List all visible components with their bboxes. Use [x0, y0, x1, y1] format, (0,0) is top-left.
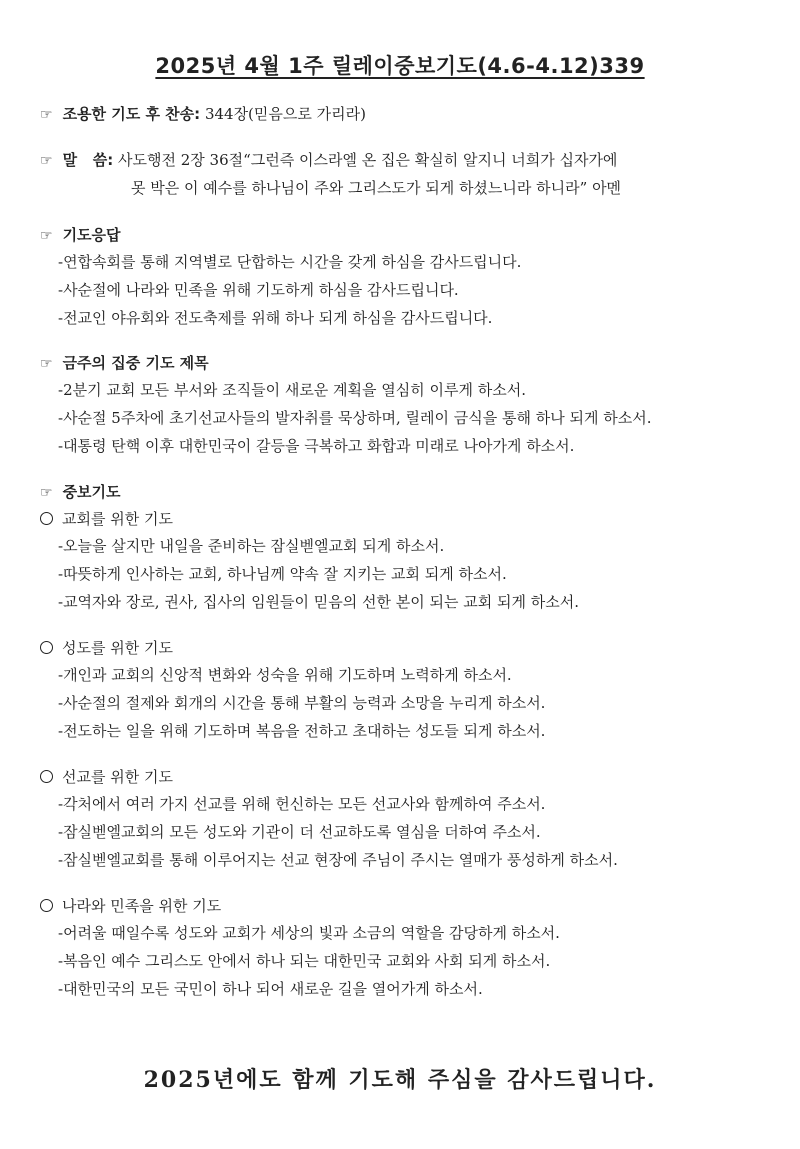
group-item: -어려울 때일수록 성도와 교회가 세상의 빛과 소금의 역할을 감당하게 하소서. — [58, 924, 560, 942]
word-text-2: 못 박은 이 예수를 하나님이 주와 그리스도가 되게 하셨느니라 하니라” 아멘 — [131, 179, 622, 197]
group-title-church: 교회를 위한 기도 — [40, 509, 173, 529]
focus-heading — [40, 353, 209, 374]
group-title-saints: 성도를 위한 기도 — [40, 638, 173, 658]
group-item: -잠실벧엘교회의 모든 성도와 기관이 더 선교하도록 열심을 더하여 주소서. — [58, 823, 541, 841]
circle-icon — [40, 770, 53, 783]
group-item: -대한민국의 모든 국민이 하나 되어 새로운 길을 열어가게 하소서. — [58, 980, 483, 998]
group-item: -복음인 예수 그리스도 안에서 하나 되는 대한민국 교회와 사회 되게 하소서. — [58, 952, 551, 970]
focus-item: -2분기 교회 모든 부서와 조직들이 새로운 계획을 열심히 이루게 하소서. — [58, 381, 527, 399]
group-item: -사순절의 절제와 회개의 시간을 통해 부활의 능력과 소망을 누리게 하소서. — [58, 694, 546, 712]
group-title-nation: 나라와 민족을 위한 기도 — [40, 896, 221, 916]
group-item: -전도하는 일을 위해 기도하며 복음을 전하고 초대하는 성도들 되게 하소서. — [58, 722, 546, 740]
intercession-label: 중보기도 — [62, 483, 121, 501]
intercession-heading — [40, 482, 121, 503]
group-title-mission: 선교를 위한 기도 — [40, 767, 173, 787]
pointing-hand-icon: ☞ — [40, 356, 53, 372]
group-item: -각처에서 여러 가지 선교를 위해 헌신하는 모든 선교사와 함께하여 주소서. — [58, 795, 546, 813]
hymn-text: 344장(믿음으로 가리라) — [204, 105, 366, 123]
pointing-hand-icon: ☞ — [40, 153, 53, 169]
closing-message: 2025년에도 함께 기도해 주심을 감사드립니다. — [143, 1067, 657, 1093]
pointing-hand-icon: ☞ — [40, 485, 53, 501]
group-item: -따뜻하게 인사하는 교회, 하나님께 약속 잘 지키는 교회 되게 하소서. — [58, 565, 507, 583]
answers-label: 기도응답 — [62, 226, 121, 244]
circle-icon — [40, 512, 53, 525]
focus-item: -사순절 5주차에 초기선교사들의 발자취를 묵상하며, 릴레이 금식을 통해 하나 되게 하소서. — [58, 409, 652, 427]
circle-icon — [40, 899, 53, 912]
group-item: -개인과 교회의 신앙적 변화와 성숙을 위해 기도하며 노력하게 하소서. — [58, 666, 512, 684]
group-item: -잠실벧엘교회를 통해 이루어지는 선교 현장에 주님이 주시는 열매가 풍성하게 하소서. — [58, 851, 618, 869]
answer-item: -연합속회를 통해 지역별로 단합하는 시간을 갖게 하심을 감사드립니다. — [58, 253, 522, 271]
answers-heading — [40, 225, 121, 246]
answer-item: -사순절에 나라와 민족을 위해 기도하게 하심을 감사드립니다. — [58, 281, 459, 299]
word-label: 말 씀: — [62, 151, 114, 169]
page-title: 2025년 4월 1주 릴레이중보기도(4.6-4.12)339 — [155, 54, 645, 78]
group-item: -오늘을 살지만 내일을 준비하는 잠실벧엘교회 되게 하소서. — [58, 537, 445, 555]
answer-item: -전교인 야유회와 전도축제를 위해 하나 되게 하심을 감사드립니다. — [58, 309, 493, 327]
word-text-1: 사도행전 2장 36절“그런즉 이스라엘 온 집은 확실히 알지니 너희가 십자가에 — [118, 151, 618, 169]
group-item: -교역자와 장로, 권사, 집사의 임원들이 믿음의 선한 본이 되는 교회 되게 하소서. — [58, 593, 580, 611]
word-line-1 — [40, 150, 617, 171]
hymn-line — [40, 104, 366, 125]
pointing-hand-icon: ☞ — [40, 107, 53, 123]
focus-label: 금주의 집중 기도 제목 — [62, 354, 209, 372]
hymn-label: 조용한 기도 후 찬송: — [62, 105, 201, 123]
focus-item: -대통령 탄핵 이후 대한민국이 갈등을 극복하고 화합과 미래로 나아가게 하소서. — [58, 437, 575, 455]
pointing-hand-icon: ☞ — [40, 228, 53, 244]
circle-icon — [40, 641, 53, 654]
